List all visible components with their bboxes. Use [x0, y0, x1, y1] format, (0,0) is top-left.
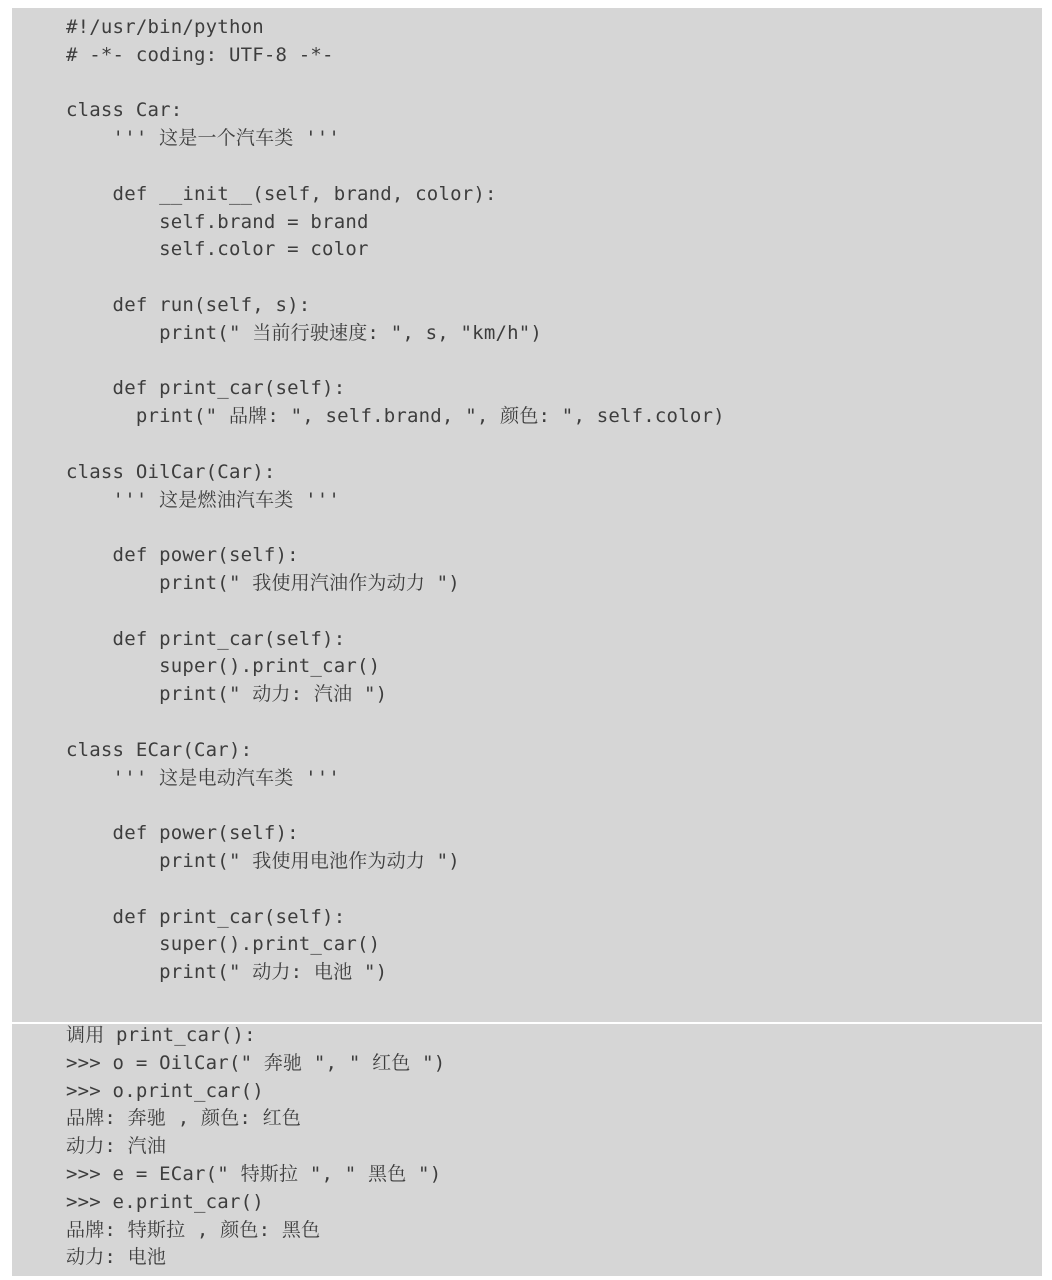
code-line: def print_car(self):: [66, 627, 346, 650]
session-line: >>> o = OilCar(" 奔驰 ", " 红色 "): [66, 1051, 446, 1074]
code-line: [66, 792, 725, 820]
session-line: 品牌: 奔驰 , 颜色: 红色: [66, 1107, 302, 1130]
session-line: 调用 print_car():: [66, 1024, 256, 1046]
code-line: [66, 431, 725, 459]
session-line: >>> e = ECar(" 特斯拉 ", " 黑色 "): [66, 1162, 442, 1185]
code-line: def power(self):: [66, 544, 299, 567]
session-line: >>> o.print_car(): [66, 1079, 264, 1102]
code-line: self.brand = brand: [66, 210, 369, 233]
session-lines: [66, 1022, 445, 1272]
session-line: >>> e.print_car(): [66, 1190, 264, 1213]
code-line: def power(self):: [66, 822, 299, 845]
code-line: class OilCar(Car):: [66, 460, 276, 483]
code-line: print(" 动力: 汽油 "): [66, 683, 388, 706]
code-line: super().print_car(): [66, 655, 381, 678]
code-line: class ECar(Car):: [66, 738, 253, 761]
code-block: [12, 8, 1042, 1022]
code-line: ''' 这是一个汽车类 ''': [66, 127, 341, 150]
code-line: def run(self, s):: [66, 293, 311, 316]
session-line: 动力: 电池: [66, 1246, 167, 1269]
interactive-session-block: [12, 1024, 1042, 1276]
code-line: def __init__(self, brand, color):: [66, 182, 497, 205]
code-line: print(" 当前行驶速度: ", s, "km/h"): [66, 321, 543, 344]
code-line: ''' 这是燃油汽车类 ''': [66, 488, 341, 511]
code-line: self.color = color: [66, 238, 369, 261]
code-line: print(" 我使用电池作为动力 "): [66, 849, 460, 872]
code-line: [66, 598, 725, 626]
code-line: [66, 876, 725, 904]
code-line: def print_car(self):: [66, 377, 346, 400]
code-line: [66, 709, 725, 737]
code-line: print(" 动力: 电池 "): [66, 961, 388, 984]
code-lines: [66, 14, 725, 987]
code-line: [66, 348, 725, 376]
code-line: #!/usr/bin/python: [66, 16, 264, 38]
code-line: [66, 153, 725, 181]
code-line: [66, 264, 725, 292]
code-line: # -*- coding: UTF-8 -*-: [66, 43, 334, 66]
code-line: [66, 514, 725, 542]
session-line: 动力: 汽油: [66, 1135, 167, 1158]
code-line: print(" 我使用汽油作为动力 "): [66, 571, 460, 594]
code-line: def print_car(self):: [66, 905, 346, 928]
code-line: class Car:: [66, 99, 183, 122]
code-line: [66, 70, 725, 98]
code-line: super().print_car(): [66, 933, 381, 956]
session-line: 品牌: 特斯拉 , 颜色: 黑色: [66, 1218, 321, 1241]
code-line: print(" 品牌: ", self.brand, ", 颜色: ", self.color): [66, 405, 725, 428]
code-line: ''' 这是电动汽车类 ''': [66, 766, 341, 789]
